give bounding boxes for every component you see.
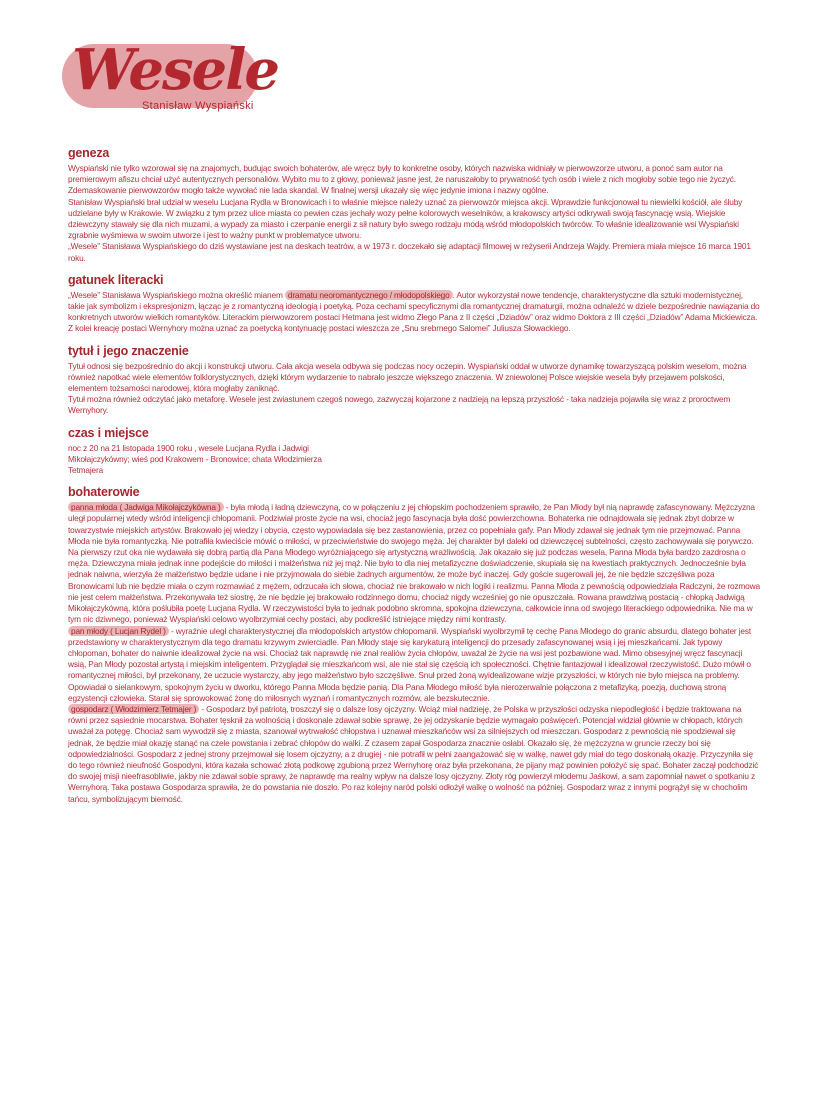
text: . Autor wykorzystał nowe tendencje, charakterystyczne dla sztuki modernistycznej, takie jak symbolizm i ekspresjonizm, łącząc je z romantyczną ideologią i poetyką. Poza cechami specyficznymi dla romantycznej dramaturgii, można odnaleźć w dziele bezpośrednie nawiązania do konkretnych utworów wielkich romantyków. Literackim pierwowzorem postaci Hetmana jest widmo Złego Pana z II części „Dziadów” oraz widmo Doktora z III części „Dziadów” Adama Mickiewicza. Z kolei kreację postaci Wernyhory można uznać za poetycką kontynuację postaci wieszcza ze „Snu srebrnego Salomei” Juliusza Słowackiego. [68, 289, 760, 334]
section-heading: czas i miejsce [68, 425, 149, 440]
text: „Wesele” Stanisława Wyspiańskiego można określić mianem [68, 289, 285, 300]
section-geneza [68, 146, 760, 264]
paragraph: Stanisław Wyspiański brał udział w weselu Lucjana Rydla w Bronowicach i to właśnie miejsce należy uznać za pierwowzór miejsca akcji. Wprawdzie funkcjonował tu niewielki kościół, ale śluby udzielane były w Krakowie. W związku z tym przez ulice miasta co pewien czas jechały wozy pełne kolorowych weselników, a krakowscy artyści odkrywali swoją fascynację wsią. Wiejskie dziewczyny stawały się dla nich muzami, a wypady za miasto i czerpanie energii z sił natury było swego rodzaju modą wśród młodopolskich twórców. To właśnie idealizowanie wsi Wyspiański zgrabnie wyśmiewa w swoim utworze i jest to ważny punkt w problematyce utworu. [68, 196, 743, 241]
section-bohaterowie [68, 485, 760, 804]
character-entry [68, 502, 760, 625]
section-heading: tytuł i jego znaczenie [68, 343, 189, 358]
section-heading: gatunek literacki [68, 272, 164, 287]
character-entry [68, 704, 760, 805]
notes-content [68, 146, 760, 814]
paragraph: noc z 20 na 21 listopada 1900 roku , wesele Lucjana Rydla i Jadwigi Mikołajczykówny; wieś pod Krakowem - Bronowice; chata Włodzimierza Tetmajera [68, 442, 322, 476]
paragraph: Tytuł odnosi się bezpośrednio do akcji i konstrukcji utworu. Cała akcja wesela odbywa się podczas nocy oczepin. Wyspiański oddał w utworze dynamikę towarzyszącą polskim weselom, można również napotkać wiele elementów folklorystycznych, dzięki którym wydarzenie to nabrało jeszcze większego znaczenia. W zniewolonej Polsce wiejskie wesela były przejawem polskości, elementem tożsamości narodowej, która mogłaby zaniknąć. [68, 360, 747, 394]
character-name: panna młoda ( Jadwiga Mikołajczykówna ) [68, 502, 224, 512]
author-name: Stanisław Wyspiański [142, 100, 254, 112]
section-heading: geneza [68, 146, 110, 160]
paragraph [68, 290, 760, 335]
paragraph: „Wesele” Stanisława Wyspiańskiego do dziś wystawiane jest na deskach teatrów, a w 1973 r. doczekało się adaptacji filmowej w reżyserii Andrzeja Wajdy. Premiera miała miejsce 16 marca 1901 roku. [68, 241, 751, 263]
page-title: Wesele [72, 37, 279, 103]
paragraph: Wyspiański nie tylko wzorował się na znajomych, budując swoich bohaterów, ale wręcz były to konkretne osoby, których nazwiska widniały w pierwowzorze utworu, a ponoć sam autor na premierowym afiszu chciał użyć autentycznych personaliów. Wybito mu to z głowy, ponieważ jasne jest, że naruszałoby to prywatność tych osób i wiele z nich mogłoby sobie tego nie życzyć. Zdemaskowanie pierwowzorów mogło także wywołać nie lada skandal. W finalnej wersji ukazały się więc jedynie imiona i nazwy ogólne. [68, 163, 736, 196]
section-czas-i-miejsce [68, 426, 760, 477]
character-description: - była młodą i ładną dziewczyną, co w połączeniu z jej chłopskim pochodzeniem sprawiło, że Pan Młody był nią naprawdę zafascynowany. Mężczyzna uległ popularnej wtedy wśród inteligencji chłopomanii. Podziwiał proste życie na wsi, chociaż jego fascynacja była dość powierzchowna. Bohaterka nie odnajdowała się jednak zbyt dobrze w towarzystwie miejskich artystów. Brakowało jej wiedzy i obycia, często wypowiadała się bez zastanowienia, przez co popełniała gafy. Pan Młody zdawał się jednak tym nie przejmować. Panna Młoda nie była romantyczką. Nie potrafiła kwieciście mówić o miłości, w przeciwieństwie do swojego męża. Jej charakter był daleki od dziewczęcej subtelności, często zachowywała się porywczo. Na pierwszy rzut oka nie wydawała się dobrą partią dla Pana Młodego wyróżniającego się artystyczną wrażliwością. Jak okazało się już podczas wesela, Panna Młoda była bardzo zazdrosna o męża. Dziewczyna miała jednak inne podejście do miłości i małżeństwa niż jej mąż. Nie było to dla niej metafizyczne doświadczenie, skupiała się na kwestiach praktycznych. Jednocześnie była jednak naiwna, wierzyła że małżeństwo będzie udane i nie przyjmowała do siebie żadnych argumentów, że może być inaczej. Gdy goście sugerowali jej, że nie będzie szczęśliwa poza Bronowicami lub nie będzie miała o czym rozmawiać z mężem, odrzucała ich słowa, chociaż nie brakowało w nich logiki i realizmu. Panna Młoda z pewnością odpowiedziała Radczyni, że rozmowa nie jest celem małżeństwa. Przekonywała też siostrę, że nie będzie jej brakowało rodzinnego domu, chociaż nigdy wcześniej go nie opuszczała. Rowana prawdziwą postacią - chłopką Jadwigą Mikołajczykówną, która poślubiła poetę Lucjana Rydla. W rzeczywistości była to jednak podobno skromna, spokojna dziewczyna, całkowicie inna od swojego literackiego odpowiednika. Nie ma w tym nic dziwnego, ponieważ Wyspiański celowo wyolbrzymiał cechy postaci, aby podkreślić istniejące między nimi kontrasty. [68, 502, 760, 625]
paragraph: Tytuł można również odczytać jako metaforę. Wesele jest zwiastunem czegoś nowego, zazwyczaj kojarzone z nadzieją na lepszą przyszłość - taka nadzieja pojawiła się wraz z proroctwem Wernyhory. [68, 394, 731, 416]
section-gatunek [68, 273, 760, 335]
character-name: pan młody ( Lucjan Rydel ) [68, 626, 169, 636]
character-entry [68, 626, 760, 704]
character-description: - Gospodarz był patriotą, troszczył się o dalsze losy ojczyzny. Wciąż miał nadzieję, że Polska w przyszłości odzyska niepodległość i będzie traktowana na równi przez sąsiednie mocarstwa. Bohater tęsknił za wolnością i doskonale zdawał sobie sprawę, że jej odzyskanie będzie wymagało poświęceń. Potencjał widział głównie w chłopach, których uważał za potęgę. Chociaż sam wywodził się z miasta, szanował wytrwałość chłopstwa i uznawał mieszkańców wsi za silniejszych od mieszczan. Gospodarz z pewnością nie spodziewał się jednak, że będzie miał okazję stanąć na czele powstania i zebrać chłopów do walki. Z czasem zapał Gospodarza znacznie osłabł. Okazało się, że mężczyzna w gruncie rzeczy boi się odpowiedzialności. Gospodarz z jednej strony przejmował się losem ojczyzny, a z drugiej - nie potrafił w pełni zaangażować się w walkę, nawet gdy miał do tego doskonałą okazję. Przyczyniła się do tego również nieufność Gospodyni, która kazała schować złotą podkowę zgubioną przez Wernyhorę oraz była przekonana, że pijany mąż powinien położyć się spać. Bohater zaczął podchodzić do swojej misji nieefrasobliwie, jakby nie zdawał sobie sprawy, że naprawdę ma realny wpływ na dalsze losy ojczyzny. Złoty róg powierzył młodemu Jaśkowi, a sam zapomniał nawet o spotkaniu z Wernyhorą. Taka postawa Gospodarza sprawiła, że do powstania nie doszło. Po raz kolejny naród polski odłożył walkę o wolność na później. Gospodarz wraz z innymi pogrążył się w chocholim tańcu, symbolizującym bierność. [68, 703, 759, 804]
section-heading: bohaterowie [68, 485, 140, 500]
section-tytul [68, 344, 760, 417]
character-description: - wyraźnie uległ charakterystycznej dla młodopolskich artystów chłopomanii. Wyspiański wyolbrzymił tę cechę Pana Młodego do granic absurdu, dlatego bohater jest przedstawiony w charakterystycznym dla tego dramatu krzywym zwierciadle. Pan Młody staje się karykaturą inteligencji do przesady zafascynowanej wsią i jej mieszkańcami. Jak typowy chłopoman, bohater do naiwnie idealizował życie na wsi. Chociaż tak naprawdę nie znał realiów życia chłopów, uważał że życie na wsi jest pozbawione wad. Mimo obsesyjnej wręcz fascynacji wsią, Pan Młody pozostał artystą i miejskim inteligentem. Przyglądał się mieszkańcom wsi, ale nie stał się częścią ich społeczności. Chętnie fantazjował i idealizował rzeczywistość. Dużo mówił o romantycznej miłości, był przekonany, że uczucie wystarczy, aby jego małżeństwo było szczęśliwe. Snuł przed żoną wyidealizowane wizje przyszłości, w których nie było miejsca na problemy. Opowiadał o sielankowym, spokojnym życiu w dworku, którego Panna Młoda będzie panią. Dla Pana Młodego miłość była nierozerwalnie połączona z metafizyką, poezją, duchową stroną egzystencji człowieka. Starał się sprowokować żonę do miłosnych wyznań i romantycznych rozmów, ale bezskutecznie. [68, 625, 752, 703]
character-name: gospodarz ( Włodzimierz Tetmajer ) [68, 704, 199, 714]
highlighted-genre: dramatu neoromantycznego / młodopolskiego [285, 290, 453, 300]
